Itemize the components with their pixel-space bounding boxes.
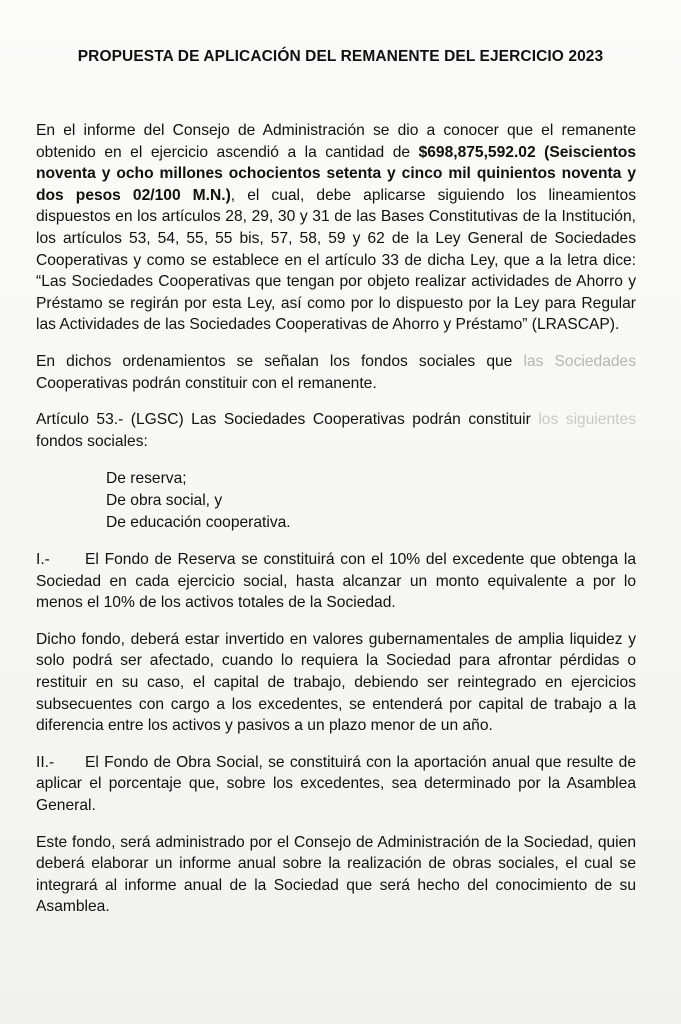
paragraph-articulo-53-end: fondos sociales:	[36, 432, 148, 450]
page-title: PROPUESTA DE APLICACIÓN DEL REMANENTE DEL EJERCICIO 2023	[77, 48, 604, 65]
paragraph-remanente-intro: En el informe del Consejo de Administración se dio a conocer que el remanente obtenido en el ejercicio ascendió a la cantidad de	[36, 122, 636, 161]
faded-text: las Sociedades	[523, 352, 637, 370]
paragraph-dicho-fondo: Dicho fondo, deberá estar invertido en valores gubernamentales de amplia liquidez y solo podrá ser afectado, cuando lo requiera la Sociedad para afrontar pérdidas o restituir en su caso, el capital de trabajo, debiendo ser reintegrado en ejercicios subsecuentes con cargo a los excedentes, se entenderá por capital de trabajo a la diferencia entre los activos y pasivos a un plazo menor de un año.	[36, 630, 636, 735]
funds-list	[106, 468, 636, 533]
paragraph-este-fondo: Este fondo, será administrado por el Consejo de Administración de la Sociedad, quien deberá elaborar un informe anual sobre la realización de obras sociales, el cual se integrará al informe anual de la Sociedad que será hecho del conocimiento de su Asamblea.	[36, 833, 636, 916]
paragraph-remanente-rest: , el cual, debe aplicarse siguiendo los lineamientos dispuestos en los artículos 28, 29, 30 y 31 de las Bases Constitutivas de la Institución, los artículos 53, 54, 55, 55 bis, 57, 58, 59 y 62 de la Ley General de Sociedades Cooperativas y como se establece en el artículo 33 de dicha Ley, que a la letra dice: “Las Sociedades Cooperativas que tengan por objeto realizar actividades de Ahorro y Préstamo se regirán por esta Ley, así como por lo dispuesto por la Ley para Regular las Actividades de las Sociedades Cooperativas de Ahorro y Préstamo” (LRASCAP).	[36, 186, 636, 334]
paragraph-ordenamientos	[36, 351, 636, 394]
section-number: I.-	[36, 551, 50, 569]
paragraph-fondo-obra-social	[36, 752, 636, 817]
section-number: II.-	[36, 753, 55, 771]
paragraph-fondo-obra-social-text: El Fondo de Obra Social, se constituirá con la aportación anual que resulte de aplicar el porcentaje que, sobre los excedentes, sea determinado por la Asamblea General.	[36, 753, 636, 815]
remanente-amount: $698,875,592.02 (Seiscientos noventa y ocho millones ochocientos setenta y cinco mil quinientos noventa y dos pesos 02/100 M.N.)	[36, 143, 636, 204]
list-item: De obra social, y	[106, 491, 223, 509]
document-body	[36, 120, 636, 918]
paragraph-articulo-53	[36, 409, 636, 452]
paragraph-ordenamientos-text: En dichos ordenamientos se señalan los fondos sociales que	[36, 352, 524, 370]
faded-text: los siguientes	[538, 411, 636, 429]
list-item: De educación cooperativa.	[106, 513, 291, 531]
paragraph-fondo-reserva-text: El Fondo de Reserva se constituirá con el 10% del excedente que obtenga la Sociedad en cada ejercicio social, hasta alcanzar un monto equivalente a por lo menos el 10% de los activos totales de la Sociedad.	[36, 551, 636, 612]
paragraph-ordenamientos-end: Cooperativas podrán constituir con el remanente.	[36, 374, 377, 392]
list-item: De reserva;	[106, 470, 187, 488]
paragraph-remanente	[36, 120, 636, 336]
paragraph-articulo-53-text: Artículo 53.- (LGSC) Las Sociedades Cooperativas podrán constituir	[36, 411, 539, 429]
paragraph-fondo-reserva	[36, 549, 636, 614]
